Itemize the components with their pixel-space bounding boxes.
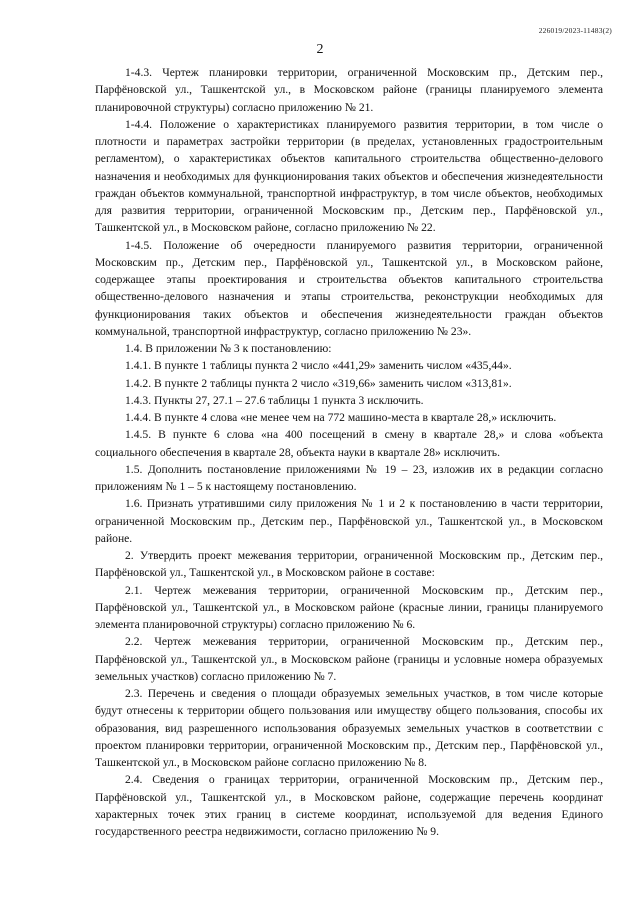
document-registration-number: 226019/2023-11483(2) <box>538 26 612 35</box>
paragraph-1-4-4: 1-4.4. Положение о характеристиках планируемого развития территории, в том числе о плотности и параметрах застройки территории (в пределах, установленных градостроительным регламентом), о характеристиках объектов капитального строительства общественно-делового назначения и необходимых для функционирования таких объектов и обеспечения жизнедеятельности граждан объектов коммунальной, транспортной инфраструктур, в том числе объектов, необходимых для развития территории, ограниченной Московским пр., Детским пер., Парфёновской ул., Ташкентской ул., в Московском районе, согласно приложению № 22. <box>95 117 603 235</box>
paragraph-2-4: 2.4. Сведения о границах территории, ограниченной Московским пр., Детским пер., Парфёновской ул., Ташкентской ул., в Московском районе, содержащие перечень координат характерных точек этих границ в системе координат, используемой для ведения Единого государственного реестра недвижимости, согласно приложению № 9. <box>95 773 603 838</box>
paragraph-1-4-3: 1-4.3. Чертеж планировки территории, ограниченной Московским пр., Детским пер., Парфёновской ул., Ташкентской ул., в Московском районе (границы планируемого элемента планировочной структуры) согласно приложению № 21. <box>95 66 603 114</box>
paragraph-1-4-5-b: 1.4.5. В пункте 6 слова «на 400 посещений в смену в квартале 28,» и слова «объекта социального обеспечения в квартале 28, объекта науки в квартале 28» исключить. <box>95 428 603 459</box>
document-body <box>95 64 603 840</box>
paragraph-1-4-2: 1.4.2. В пункте 2 таблицы пункта 2 число «319,66» заменить числом «313,81». <box>125 376 512 390</box>
paragraph-1-4: 1.4. В приложении № 3 к постановлению: <box>125 342 332 355</box>
paragraph-1-4-1: 1.4.1. В пункте 1 таблицы пункта 2 число «441,29» заменить числом «435,44». <box>125 359 512 373</box>
paragraph-2: 2. Утвердить проект межевания территории, ограниченной Московским пр., Детским пер., Парфёновской ул., Ташкентской ул., в Московском районе в составе: <box>95 549 603 580</box>
page-number: 2 <box>316 42 324 57</box>
paragraph-1-6: 1.6. Признать утратившими силу приложения № 1 и 2 к постановлению в части территории, ограниченной Московским пр., Детским пер., Парфёновской ул., Ташкентской ул., в Московском районе. <box>95 497 603 545</box>
paragraph-2-3: 2.3. Перечень и сведения о площади образуемых земельных участков, в том числе которые будут отнесены к территории общего пользования или имуществу общего пользования, способы их образования, вид разрешенного использования образуемых земельных участков в соответствии с проектом планировки территории, ограниченной Московским пр., Детским пер., Парфёновской ул., Ташкентской ул., в Московском районе согласно приложению № 8. <box>95 687 603 769</box>
paragraph-1-4-4-b: 1.4.4. В пункте 4 слова «не менее чем на 772 машино-места в квартале 28,» исключить. <box>125 411 557 424</box>
paragraph-2-2: 2.2. Чертеж межевания территории, ограниченной Московским пр., Детским пер., Парфёновской ул., Ташкентской ул., в Московском районе (границы и условные номера образуемых земельных участков) согласно приложению № 7. <box>95 635 603 683</box>
paragraph-1-4-5: 1-4.5. Положение об очередности планируемого развития территории, ограниченной Московским пр., Детским пер., Парфёновской ул., Ташкентской ул., в Московском районе, содержащее этапы проектирования и строительства объектов капитального строительства общественно-делового назначения и этапы строительства, реконструкции необходимых для функционирования таких объектов и обеспечения жизнедеятельности граждан объектов коммунальной, транспортной инфраструктур, согласно приложению № 23». <box>95 238 603 338</box>
paragraph-1-4-3-b: 1.4.3. Пункты 27, 27.1 – 27.6 таблицы 1 пункта 3 исключить. <box>125 393 424 407</box>
paragraph-2-1: 2.1. Чертеж межевания территории, ограниченной Московским пр., Детским пер., Парфёновской ул., Ташкентской ул., в Московском районе (красные линии, границы планируемого элемента планировочной структуры) согласно приложению № 6. <box>95 583 603 631</box>
paragraph-1-5: 1.5. Дополнить постановление приложениями № 19 – 23, изложив их в редакции согласно приложениям № 1 – 5 к настоящему постановлению. <box>95 462 603 493</box>
